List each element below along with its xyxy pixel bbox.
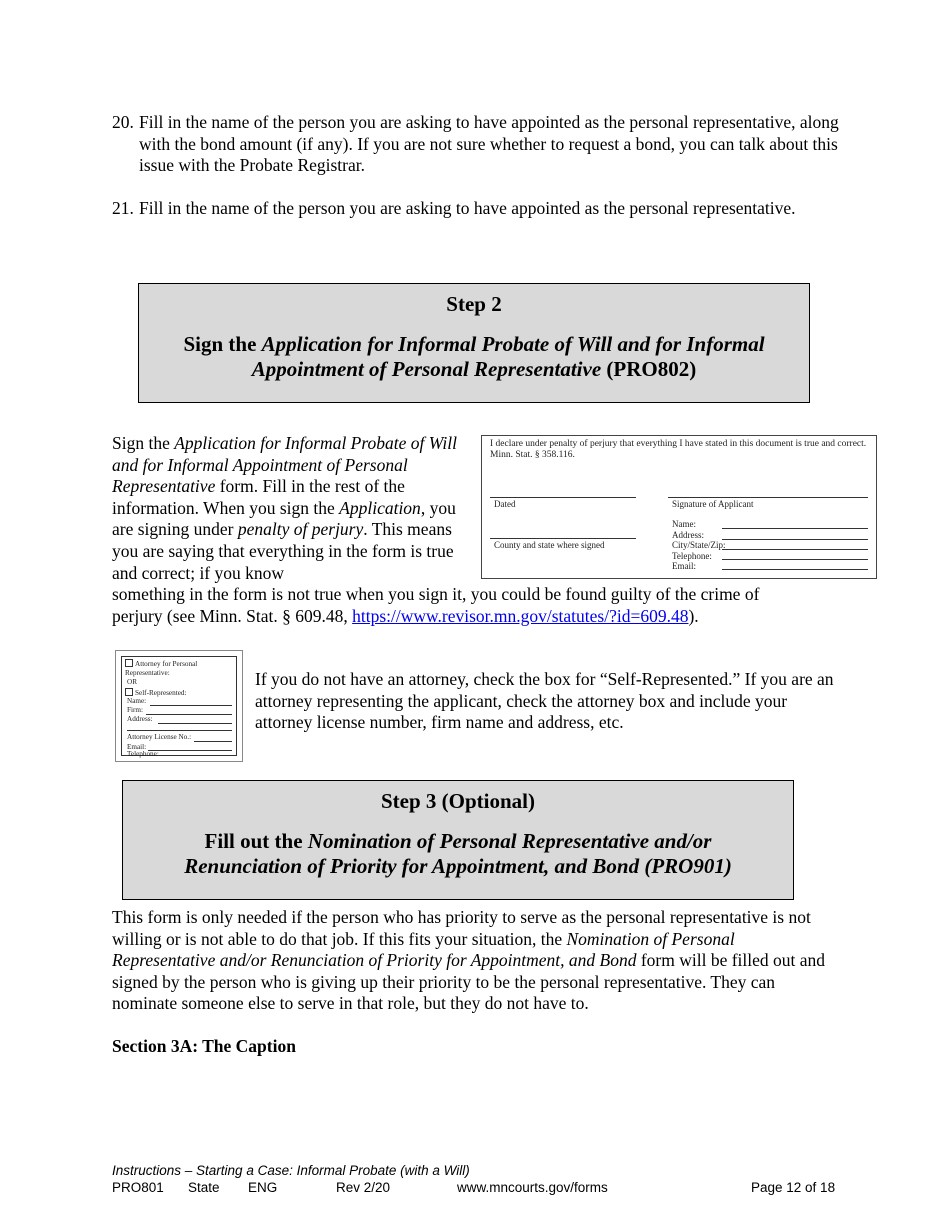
county-line <box>490 538 636 539</box>
attorney-block-image: Attorney for Personal Representative: OR Self-Represented: Name: Firm: Address: Attorney License No.: Email: Telephone: <box>115 650 243 762</box>
list-number: 21. <box>112 198 134 218</box>
footer-state: State <box>188 1180 220 1195</box>
footer-language: ENG <box>248 1180 278 1195</box>
step-3-box <box>122 780 794 900</box>
step-3-subtitle: Fill out the Nomination of Personal Representative and/or Renunciation of Priority for Appointment, and Bond (PRO901) <box>184 829 732 878</box>
telephone-label: Telephone: <box>672 551 712 561</box>
attorney-paragraph: If you do not have an attorney, check the box for “Self-Represented.” If you are an attorney representing the applicant, check the attorney box and include your attorney license number, firm name and address, etc. <box>255 669 834 733</box>
section-heading: Section 3A: The Caption <box>112 1036 296 1056</box>
step-2-title: Step 2 <box>446 292 502 316</box>
list-item-21 <box>112 198 842 220</box>
checkbox-icon <box>125 659 133 667</box>
footer-title: Instructions – Starting a Case: Informal Probate (with a Will) <box>112 1163 470 1178</box>
step-2-subtitle: Sign the Application for Informal Probate of Will and for Informal Appointment of Personal Representative (PRO802) <box>183 332 765 381</box>
footer-website: www.mncourts.gov/forms <box>457 1180 608 1195</box>
list-item-20 <box>112 112 842 177</box>
statute-link[interactable]: https://www.revisor.mn.gov/statutes/?id=609.48 <box>352 605 689 626</box>
signature-label: Signature of Applicant <box>672 499 754 509</box>
checkbox-icon <box>125 688 133 696</box>
signature-block-image <box>481 435 877 579</box>
name-label: Name: <box>672 519 696 529</box>
footer-form-number: PRO801 <box>112 1180 164 1195</box>
list-text: Fill in the name of the person you are asking to have appointed as the personal representative. <box>139 198 796 218</box>
dated-label: Dated <box>494 499 516 509</box>
list-text: Fill in the name of the person you are asking to have appointed as the personal representative, along with the bond amount (if any). If you are not sure whether to request a bond, you can talk about this issue with the Probate Registrar. <box>139 112 839 176</box>
county-label: County and state where signed <box>494 540 605 550</box>
dated-line <box>490 497 636 498</box>
email-label: Email: <box>672 561 696 571</box>
sign-paragraph: Sign the Application for Informal Probate of Will and for Informal Appointment of Personal Representative form. Fill in the rest of the information. When you sign the Application, you are signing under penalty of perjury. This means you are saying that everything in the form is true and correct; if you know <box>112 433 457 583</box>
declaration-text: I declare under penalty of perjury that everything I have stated in this document is true and correct. Minn. Stat. § 358.116. <box>490 439 867 460</box>
step-3-paragraph: This form is only needed if the person who has priority to serve as the personal representative is not willing or is not able to do that job. If this fits your situation, the Nomination of Personal Representative and/or Renunciation of Priority for Appointment, and Bond form will be filled out and signed by the person who is giving up their priority to be the personal representative. They can nominate someone else to serve in that role, but they do not have to. <box>112 907 826 1014</box>
step-3-title: Step 3 (Optional) <box>380 789 535 813</box>
city-label: City/State/Zip: <box>672 540 726 550</box>
footer-page-number: Page 12 of 18 <box>751 1180 836 1195</box>
list-number: 20. <box>112 112 134 132</box>
footer-revision: Rev 2/20 <box>336 1180 391 1195</box>
signature-line <box>668 497 868 498</box>
sign-paragraph-continued: something in the form is not true when you sign it, you could be found guilty of the crime of perjury (see Minn. Stat. § 609.48, https://www.revisor.mn.gov/statutes/?id=609.48). <box>112 584 760 626</box>
step-2-box <box>138 283 810 403</box>
address-label: Address: <box>672 530 704 540</box>
